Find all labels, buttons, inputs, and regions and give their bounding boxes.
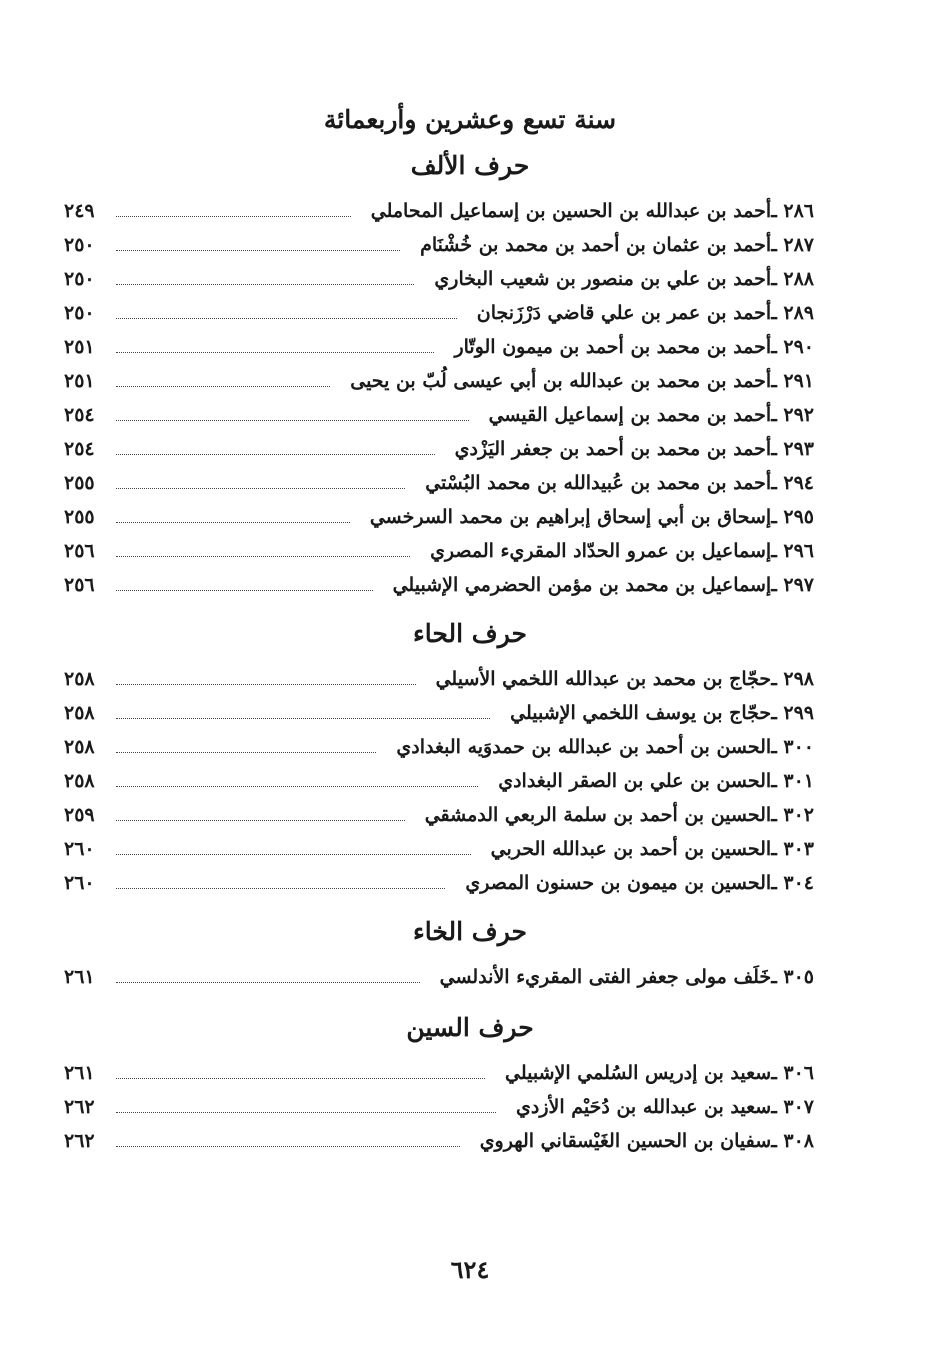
list-item (0, 764, 940, 798)
entry-number: ٢٩٥ ـ (771, 506, 814, 528)
entry-name: أحمد بن محمد بن إسماعيل القيسي (488, 404, 772, 426)
entry-number: ٣٠٦ ـ (771, 1062, 814, 1084)
entry-name: أحمد بن محمد بن أحمد بن ميمون الوتّار (454, 336, 772, 358)
entry-number: ٣٠٨ ـ (771, 1130, 814, 1152)
entry-page-number: ٢٥٤ (64, 438, 95, 460)
entry-page-number: ٢٥١ (64, 370, 95, 392)
dot-leader (116, 1078, 485, 1079)
entry-name: إسماعيل بن عمرو الحدّاد المقريء المصري (430, 540, 772, 562)
entry-page-number: ٢٦٢ (64, 1130, 95, 1152)
list-item (0, 832, 940, 866)
entry-name: إسماعيل بن محمد بن مؤمن الحضرمي الإشبيلي (392, 574, 772, 596)
entry-list (0, 960, 940, 994)
entry-name: سعيد بن عبدالله بن دُحَيْم الأزدي (516, 1096, 772, 1118)
entry-number: ٣٠٠ ـ (771, 736, 814, 758)
section-heading: حرف الحاء (413, 619, 527, 648)
entry-name: حجّاج بن يوسف اللخمي الإشبيلي (510, 702, 772, 724)
entry-page-number: ٢٥١ (64, 336, 95, 358)
list-item (0, 568, 940, 602)
entry-page-number: ٢٥٥ (64, 506, 95, 528)
list-item (0, 364, 940, 398)
entry-name: سفيان بن الحسين الغَيْسقاني الهروي (479, 1130, 772, 1152)
dot-leader (116, 718, 490, 719)
dot-leader (116, 752, 376, 753)
list-item (0, 330, 940, 364)
entry-name: الحسين بن أحمد بن سلمة الربعي الدمشقي (424, 804, 772, 826)
entry-number: ٢٩٧ ـ (771, 574, 814, 596)
section-heading: حرف السين (406, 1013, 534, 1042)
entry-list (0, 1056, 940, 1158)
entry-page-number: ٢٦١ (64, 1062, 95, 1084)
list-item (0, 432, 940, 466)
entry-number: ٣٠٣ ـ (771, 838, 814, 860)
entry-list (0, 194, 940, 602)
entry-name: أحمد بن علي بن منصور بن شعيب البخاري (434, 268, 772, 290)
entry-name: أحمد بن محمد بن أحمد بن جعفر اليَزْدي (454, 438, 772, 460)
entry-number: ٢٩١ ـ (771, 370, 814, 392)
dot-leader (116, 250, 400, 251)
list-item (0, 866, 940, 900)
entry-page-number: ٢٥٦ (64, 540, 95, 562)
list-item (0, 1124, 940, 1158)
list-item (0, 960, 940, 994)
entry-page-number: ٢٥٦ (64, 574, 95, 596)
entry-page-number: ٢٥٠ (64, 302, 95, 324)
dot-leader (116, 888, 445, 889)
list-item (0, 534, 940, 568)
entry-number: ٣٠٥ ـ (771, 966, 814, 988)
dot-leader (116, 1146, 460, 1147)
section-heading: حرف الألف (410, 151, 530, 180)
dot-leader (116, 488, 405, 489)
entry-number: ٢٩٩ ـ (771, 702, 814, 724)
list-item (0, 730, 940, 764)
entry-number: ٢٩٣ ـ (771, 438, 814, 460)
entry-name: أحمد بن محمد بن عبدالله بن أبي عيسى لُبّ بن يحيى (350, 370, 772, 392)
dot-leader (116, 590, 373, 591)
entry-name: أحمد بن عبدالله بن الحسين بن إسماعيل المحاملي (370, 200, 772, 222)
section-sin (0, 1006, 940, 1158)
entry-name: الحسين بن أحمد بن عبدالله الحربي (490, 838, 772, 860)
entry-page-number: ٢٦٠ (64, 872, 95, 894)
section-heading: حرف الخاء (413, 917, 527, 946)
entry-number: ٣٠٤ ـ (771, 872, 814, 894)
list-item (0, 194, 940, 228)
dot-leader (116, 216, 351, 217)
entry-number: ٣٠٢ ـ (771, 804, 814, 826)
page-number: ٦٢٤ (450, 1255, 490, 1284)
list-item (0, 662, 940, 696)
dot-leader (116, 386, 330, 387)
entry-page-number: ٢٦١ (64, 966, 95, 988)
entry-name: أحمد بن عمر بن علي قاضي دَرْزَنجان (476, 302, 772, 324)
dot-leader (116, 1112, 496, 1113)
section-kha (0, 910, 940, 994)
entry-name: حجّاج بن محمد بن عبدالله اللخمي الأسيلي (435, 668, 772, 690)
main-title: سنة تسع وعشرين وأربعمائة (323, 105, 617, 134)
dot-leader (116, 420, 469, 421)
entry-page-number: ٢٥٤ (64, 404, 95, 426)
list-item (0, 262, 940, 296)
entry-number: ٢٩٤ ـ (771, 472, 814, 494)
list-item (0, 696, 940, 730)
entry-page-number: ٢٥٨ (64, 736, 95, 758)
entry-name: إسحاق بن أبي إسحاق إبراهيم بن محمد السرخسي (369, 506, 772, 528)
entry-name: خَلَف مولى جعفر الفتى المقريء الأندلسي (439, 966, 772, 988)
entry-page-number: ٢٥٨ (64, 770, 95, 792)
entry-number: ٣٠١ ـ (771, 770, 814, 792)
entry-name: الحسن بن علي بن الصقر البغدادي (498, 770, 772, 792)
section-ha (0, 612, 940, 900)
entry-number: ٢٨٧ ـ (771, 234, 814, 256)
dot-leader (116, 854, 471, 855)
entry-page-number: ٢٥٠ (64, 234, 95, 256)
entry-number: ٢٨٦ ـ (771, 200, 814, 222)
list-item (0, 1090, 940, 1124)
dot-leader (116, 684, 416, 685)
list-item (0, 466, 940, 500)
entry-number: ٢٩٠ ـ (771, 336, 814, 358)
entry-page-number: ٢٥٩ (64, 804, 95, 826)
entry-name: سعيد بن إدريس السُلمي الإشبيلي (505, 1062, 772, 1084)
entry-page-number: ٢٥٨ (64, 702, 95, 724)
list-item (0, 798, 940, 832)
dot-leader (116, 820, 405, 821)
dot-leader (116, 556, 410, 557)
entry-name: أحمد بن عثمان بن أحمد بن محمد بن خُشْنَام (420, 234, 772, 256)
section-alif (0, 144, 940, 602)
entry-number: ٢٩٨ ـ (771, 668, 814, 690)
list-item (0, 296, 940, 330)
entry-page-number: ٢٥٨ (64, 668, 95, 690)
list-item (0, 500, 940, 534)
entry-number: ٢٩٢ ـ (771, 404, 814, 426)
dot-leader (116, 982, 420, 983)
dot-leader (116, 454, 435, 455)
entry-number: ٢٨٨ ـ (771, 268, 814, 290)
list-item (0, 228, 940, 262)
entry-page-number: ٢٦٢ (64, 1096, 95, 1118)
entry-page-number: ٢٦٠ (64, 838, 95, 860)
dot-leader (116, 318, 457, 319)
entry-page-number: ٢٥٥ (64, 472, 95, 494)
entry-number: ٢٩٦ ـ (771, 540, 814, 562)
entry-name: الحسن بن أحمد بن عبدالله بن حمدوَيه البغدادي (396, 736, 772, 758)
entry-number: ٢٨٩ ـ (771, 302, 814, 324)
dot-leader (116, 284, 414, 285)
entry-page-number: ٢٤٩ (64, 200, 95, 222)
dot-leader (116, 352, 434, 353)
entry-name: أحمد بن محمد بن عُبيدالله بن محمد البُسْتي (425, 472, 772, 494)
entry-name: الحسين بن ميمون بن حسنون المصري (465, 872, 772, 894)
entry-number: ٣٠٧ ـ (771, 1096, 814, 1118)
entry-page-number: ٢٥٠ (64, 268, 95, 290)
dot-leader (116, 786, 478, 787)
list-item (0, 398, 940, 432)
entry-list (0, 662, 940, 900)
list-item (0, 1056, 940, 1090)
dot-leader (116, 522, 350, 523)
